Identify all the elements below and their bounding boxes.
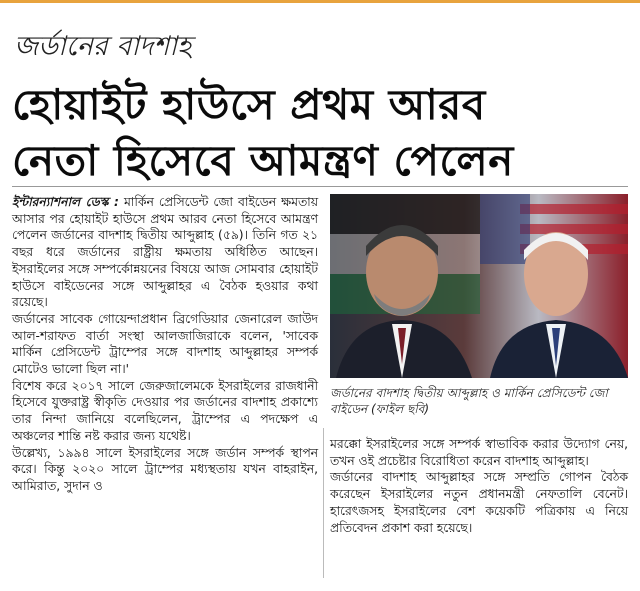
article-photo (330, 194, 628, 378)
article-left-column (12, 194, 318, 495)
lead-text: মার্কিন প্রেসিডেন্ট জো বাইডেন ক্ষমতায় আসার পর হোয়াইট হাউসে প্রথম আরব নেতা হিসেবে আমন্ত্রণ পেলেন জর্ডানের বাদশাহ দ্বিতীয় আব্দুল্লাহ (৫৯)। তিনি গত ২১ বছর ধরে জর্ডানের রাষ্ট্রীয় ক্ষমতায় অধিষ্ঠিত আছেন। ইসরাইলের সঙ্গে সম্পর্কোন্নয়নের বিষয়ে আজ সোমবার হোয়াইট হাউসে বাইডেনের সঙ্গে আব্দুল্লাহর এ বৈঠক হওয়ার কথা রয়েছে। (12, 195, 318, 310)
dateline: ইন্টারন্যাশনাল ডেস্ক : (12, 195, 119, 209)
photo-illustration (330, 194, 628, 378)
headline-divider (12, 186, 628, 187)
top-accent-bar (0, 0, 640, 3)
headline-line-1: হোয়াইট হাউসে প্রথম আরব (12, 80, 486, 129)
photo-caption: জর্ডানের বাদশাহ দ্বিতীয় আব্দুল্লাহ ও মার্কিন প্রেসিডেন্ট জো বাইডেন (ফাইল ছবি) (330, 386, 608, 416)
article-paragraph: বিশেষ করে ২০১৭ সালে জেরুজালেমকে ইসরাইলের রাজধানী হিসেবে যুক্তরাষ্ট্র স্বীকৃতি দেওয়ার পর জর্ডানের বাদশাহ প্রকাশ্যে তার নিন্দা জানিয়ে বলেছিলেন, ট্রাম্পের এ পদক্ষেপ এ অঞ্চলের শান্তি নষ্ট করার জন্য যথেষ্ট। (12, 378, 318, 443)
article-right-column (330, 436, 628, 536)
headline-line-2: নেতা হিসেবে আমন্ত্রণ পেলেন (12, 136, 514, 185)
article-paragraph: জর্ডানের বাদশাহ আব্দুল্লাহর সঙ্গে সম্প্রতি গোপন বৈঠক করেছেন ইসরাইলের নতুন প্রধানমন্ত্রী নেফতালি বেনেট। হারেৎজসহ ইসরাইলের বেশ কয়েকটি পত্রিকায় এ নিয়ে প্রতিবেদন প্রকাশ করা হয়েছে। (330, 470, 628, 535)
article-paragraph: উল্লেখ্য, ১৯৯৪ সালে ইসরাইলের সঙ্গে জর্ডান সম্পর্ক স্থাপন করে। কিন্তু ২০২০ সালে ট্রাম্পের মধ্যস্থতায় যখন বাহরাইন, আমিরাত, সুদান ও (12, 445, 318, 493)
article-paragraph: মরক্কো ইসরাইলের সঙ্গে সম্পর্ক স্বাভাবিক করার উদ্যোগ নেয়, তখন ওই প্রচেষ্টার বিরোধিতা করেন বাদশাহ আব্দুল্লাহ। (330, 437, 628, 468)
article-paragraph: জর্ডানের সাবেক গোয়েন্দাপ্রধান ব্রিগেডিয়ার জেনারেল জাউদ আল-শরাফত বার্তা সংস্থা আলজাজিরাকে বলেন, 'সাবেক মার্কিন প্রেসিডেন্ট ট্রাম্পের সঙ্গে বাদশাহ আব্দুল্লাহর সম্পর্ক মোটেও ভালো ছিল না।' (12, 311, 318, 377)
article-kicker: জর্ডানের বাদশাহ (14, 31, 192, 62)
article-paragraph (12, 194, 318, 311)
column-rule (323, 428, 324, 578)
